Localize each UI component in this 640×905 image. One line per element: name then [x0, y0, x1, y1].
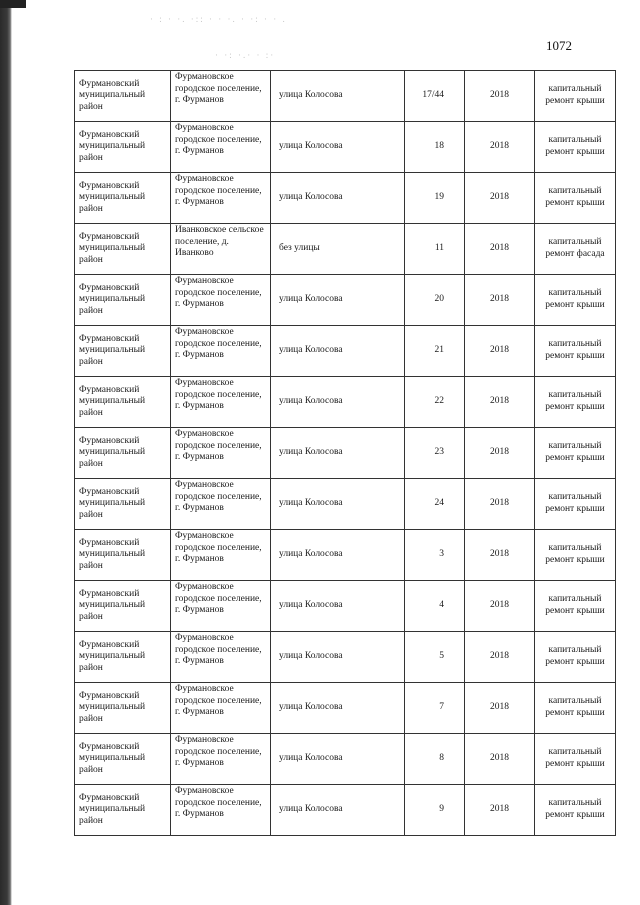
settlement-cell: Фурмановское городское поселение, г. Фурманов: [171, 122, 271, 173]
street-cell: улица Колосова: [271, 734, 405, 785]
district-cell: Фурмановский муниципальный район: [75, 785, 171, 836]
street-cell: улица Колосова: [271, 377, 405, 428]
settlement-cell: Фурмановское городское поселение, г. Фурманов: [171, 479, 271, 530]
house-number-cell: 23: [405, 428, 465, 479]
table-row: [75, 326, 616, 377]
settlement-cell: Фурмановское городское поселение, г. Фурманов: [171, 173, 271, 224]
table-row: [75, 275, 616, 326]
district-cell: Фурмановский муниципальный район: [75, 632, 171, 683]
street-cell: улица Колосова: [271, 479, 405, 530]
year-cell: 2018: [465, 326, 535, 377]
street-cell: улица Колосова: [271, 581, 405, 632]
year-cell: 2018: [465, 71, 535, 122]
work-type-cell: капитальный ремонт крыши: [535, 71, 616, 122]
house-number-cell: 7: [405, 683, 465, 734]
district-cell: Фурмановский муниципальный район: [75, 224, 171, 275]
work-type-cell: капитальный ремонт крыши: [535, 479, 616, 530]
work-type-cell: капитальный ремонт крыши: [535, 734, 616, 785]
district-cell: Фурмановский муниципальный район: [75, 683, 171, 734]
page-number: 1072: [546, 38, 572, 53]
table-row: [75, 122, 616, 173]
year-cell: 2018: [465, 173, 535, 224]
year-cell: 2018: [465, 581, 535, 632]
register-table: [74, 70, 616, 836]
house-number-cell: 18: [405, 122, 465, 173]
table-row: [75, 71, 616, 122]
house-number-cell: 20: [405, 275, 465, 326]
work-type-cell: капитальный ремонт крыши: [535, 785, 616, 836]
settlement-cell: Фурмановское городское поселение, г. Фурманов: [171, 734, 271, 785]
year-cell: 2018: [465, 632, 535, 683]
district-cell: Фурмановский муниципальный район: [75, 428, 171, 479]
street-cell: улица Колосова: [271, 632, 405, 683]
street-cell: улица Колосова: [271, 683, 405, 734]
street-cell: без улицы: [271, 224, 405, 275]
settlement-cell: Фурмановское городское поселение, г. Фурманов: [171, 530, 271, 581]
work-type-cell: капитальный ремонт фасада: [535, 224, 616, 275]
work-type-cell: капитальный ремонт крыши: [535, 173, 616, 224]
work-type-cell: капитальный ремонт крыши: [535, 428, 616, 479]
table-row: [75, 530, 616, 581]
table-row: [75, 479, 616, 530]
settlement-cell: Фурмановское городское поселение, г. Фурманов: [171, 683, 271, 734]
settlement-cell: Фурмановское городское поселение, г. Фурманов: [171, 377, 271, 428]
house-number-cell: 17/44: [405, 71, 465, 122]
year-cell: 2018: [465, 785, 535, 836]
district-cell: Фурмановский муниципальный район: [75, 581, 171, 632]
settlement-cell: Фурмановское городское поселение, г. Фурманов: [171, 785, 271, 836]
house-number-cell: 5: [405, 632, 465, 683]
district-cell: Фурмановский муниципальный район: [75, 71, 171, 122]
house-number-cell: 21: [405, 326, 465, 377]
year-cell: 2018: [465, 428, 535, 479]
settlement-cell: Фурмановское городское поселение, г. Фурманов: [171, 581, 271, 632]
district-cell: Фурмановский муниципальный район: [75, 479, 171, 530]
year-cell: 2018: [465, 224, 535, 275]
table-row: [75, 173, 616, 224]
table-body: [75, 71, 616, 836]
district-cell: Фурмановский муниципальный район: [75, 173, 171, 224]
district-cell: Фурмановский муниципальный район: [75, 530, 171, 581]
year-cell: 2018: [465, 734, 535, 785]
table-row: [75, 785, 616, 836]
year-cell: 2018: [465, 122, 535, 173]
district-cell: Фурмановский муниципальный район: [75, 326, 171, 377]
street-cell: улица Колосова: [271, 530, 405, 581]
year-cell: 2018: [465, 377, 535, 428]
street-cell: улица Колосова: [271, 122, 405, 173]
settlement-cell: Фурмановское городское поселение, г. Фурманов: [171, 71, 271, 122]
district-cell: Фурмановский муниципальный район: [75, 122, 171, 173]
house-number-cell: 19: [405, 173, 465, 224]
street-cell: улица Колосова: [271, 326, 405, 377]
work-type-cell: капитальный ремонт крыши: [535, 530, 616, 581]
house-number-cell: 8: [405, 734, 465, 785]
house-number-cell: 11: [405, 224, 465, 275]
house-number-cell: 22: [405, 377, 465, 428]
work-type-cell: капитальный ремонт крыши: [535, 581, 616, 632]
house-number-cell: 9: [405, 785, 465, 836]
work-type-cell: капитальный ремонт крыши: [535, 275, 616, 326]
table-row: [75, 581, 616, 632]
year-cell: 2018: [465, 683, 535, 734]
year-cell: 2018: [465, 530, 535, 581]
settlement-cell: Фурмановское городское поселение, г. Фурманов: [171, 275, 271, 326]
settlement-cell: Фурмановское городское поселение, г. Фурманов: [171, 326, 271, 377]
house-number-cell: 4: [405, 581, 465, 632]
district-cell: Фурмановский муниципальный район: [75, 377, 171, 428]
street-cell: улица Колосова: [271, 785, 405, 836]
house-number-cell: 3: [405, 530, 465, 581]
settlement-cell: Фурмановское городское поселение, г. Фурманов: [171, 428, 271, 479]
settlement-cell: Иванковское сельское поселение, д. Иванково: [171, 224, 271, 275]
street-cell: улица Колосова: [271, 428, 405, 479]
table-row: [75, 734, 616, 785]
district-cell: Фурмановский муниципальный район: [75, 734, 171, 785]
table-row: [75, 224, 616, 275]
table-row: [75, 632, 616, 683]
street-cell: улица Колосова: [271, 173, 405, 224]
scan-noise: · ·: ·.· · :·: [215, 50, 276, 60]
work-type-cell: капитальный ремонт крыши: [535, 683, 616, 734]
work-type-cell: капитальный ремонт крыши: [535, 377, 616, 428]
scan-noise: · : · ·. ·:: · · ·. · ·: · · .: [150, 14, 287, 24]
table-row: [75, 683, 616, 734]
table-row: [75, 377, 616, 428]
house-number-cell: 24: [405, 479, 465, 530]
work-type-cell: капитальный ремонт крыши: [535, 122, 616, 173]
scan-corner-mark: [0, 0, 26, 8]
year-cell: 2018: [465, 479, 535, 530]
work-type-cell: капитальный ремонт крыши: [535, 632, 616, 683]
street-cell: улица Колосова: [271, 275, 405, 326]
district-cell: Фурмановский муниципальный район: [75, 275, 171, 326]
settlement-cell: Фурмановское городское поселение, г. Фурманов: [171, 632, 271, 683]
street-cell: улица Колосова: [271, 71, 405, 122]
work-type-cell: капитальный ремонт крыши: [535, 326, 616, 377]
year-cell: 2018: [465, 275, 535, 326]
table-row: [75, 428, 616, 479]
scan-edge: [0, 0, 12, 905]
